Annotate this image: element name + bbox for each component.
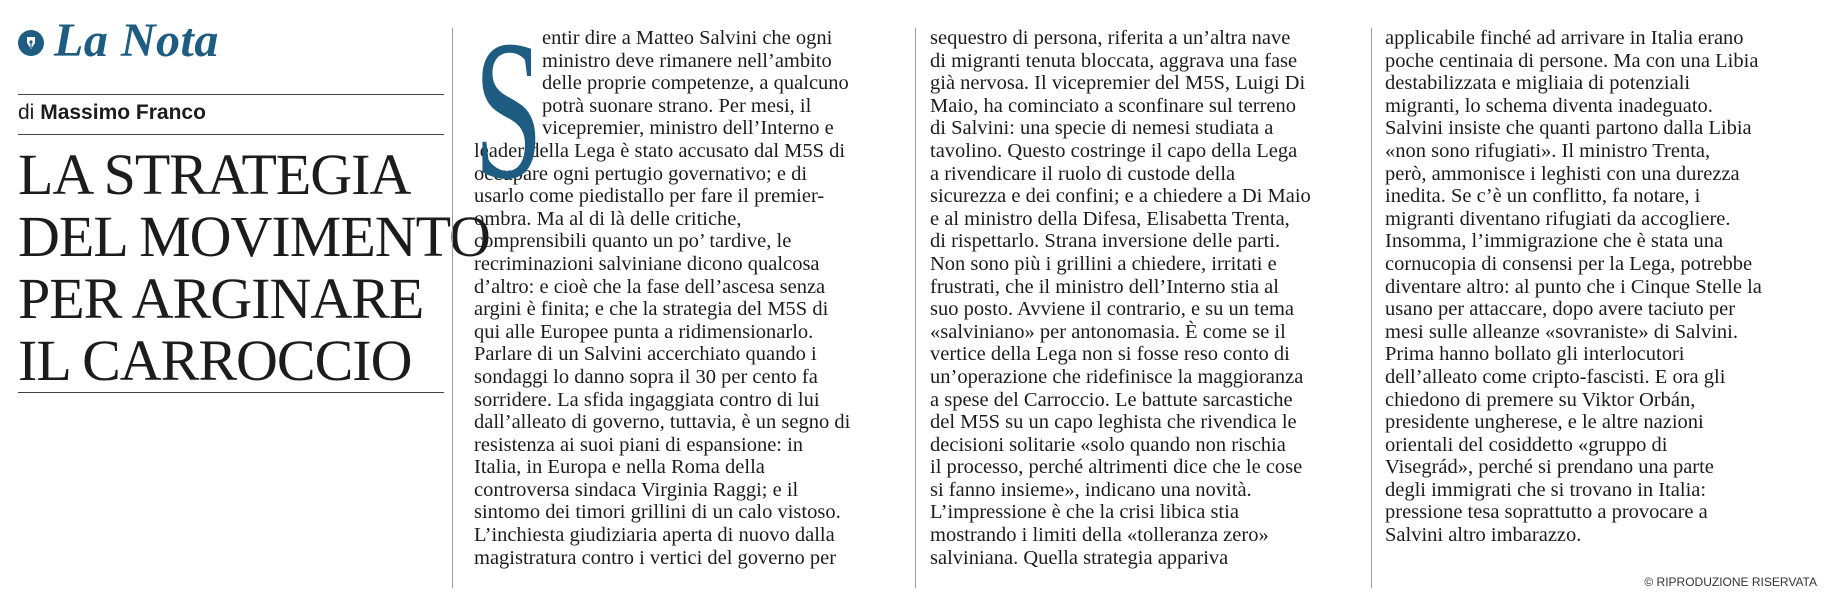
- article-line: tavolino. Questo costringe il capo della Lega: [930, 139, 1298, 162]
- article-line: usano per attaccare, dopo avere taciuto per: [1385, 298, 1736, 321]
- article-line: recriminazioni salviniane dicono qualcosa: [474, 252, 820, 275]
- article-line: chiedono di premere su Viktor Orbán,: [1385, 388, 1696, 411]
- article-line: pressione tesa soprattutto a provocare a: [1385, 501, 1708, 524]
- article-line: a rivendicare il ruolo di custode della: [930, 162, 1236, 185]
- headline-line: IL CARROCCIO: [18, 328, 412, 393]
- article-line: Prima hanno bollato gli interlocutori: [1385, 343, 1685, 366]
- article-line: sorridere. La sfida ingaggiata contro di lui: [474, 388, 820, 411]
- article-line: migranti, lo schema diventa inadeguato.: [1385, 94, 1713, 117]
- article-line: Salvini insiste che quanti partono dalla Libia: [1385, 117, 1752, 140]
- headline-line: LA STRATEGIA: [18, 142, 411, 207]
- article-line: «non sono rifugiati». Il ministro Trenta,: [1385, 139, 1711, 162]
- rubric: [18, 16, 444, 66]
- byline-prefix: di: [18, 101, 35, 124]
- divider: [18, 134, 444, 135]
- article-line: migranti diventano rifugiati da accogliere.: [1385, 207, 1731, 230]
- article-line: inedita. Se c’è un conflitto, fa notare, i: [1385, 185, 1701, 208]
- article-line: Maio, ha cominciato a sconfinare sul terreno: [930, 94, 1297, 117]
- article-line: L’impressione è che la crisi libica stia: [930, 501, 1239, 524]
- column-lines: [930, 27, 1360, 569]
- article-line: Insomma, l’immigrazione che è stata una: [1385, 230, 1724, 253]
- article-line: già nervosa. Il vicepremier del M5S, Luigi Di: [930, 72, 1306, 95]
- article-line: ministro deve rimanere nell’ambito: [542, 49, 832, 72]
- article-line: però, ammonisce i leghisti con una durezza: [1385, 162, 1740, 185]
- article-line: potrà suonare strano. Per mesi, il: [542, 94, 812, 117]
- article-line: frustrati, che il ministro dell’Interno stia al: [930, 275, 1279, 298]
- article-line: il processo, perché altrimenti dice che le cose: [930, 456, 1303, 479]
- headline: [18, 142, 490, 393]
- drop-cap-letter: S: [474, 0, 543, 221]
- article-line: salviniana. Quella strategia appariva: [930, 546, 1229, 569]
- article-line: entir dire a Matteo Salvini che ogni: [542, 27, 833, 49]
- article-line: Non sono più i grillini a chiedere, irritati e: [930, 252, 1277, 275]
- article-line: usarlo come piedistallo per fare il premier-: [474, 185, 825, 208]
- article-line: sintomo dei timori grillini di un calo vistoso.: [474, 501, 841, 524]
- article-line: si fanno insieme», indicano una novità.: [930, 478, 1252, 501]
- article-line: di migranti tenuta bloccata, aggrava una fase: [930, 49, 1298, 72]
- article-line: delle proprie competenze, a qualcuno: [542, 72, 849, 95]
- article-column-2: [930, 27, 1360, 569]
- article-line: cornucopia di consensi per la Lega, potrebbe: [1385, 252, 1753, 275]
- copyright-notice: © RIPRODUZIONE RISERVATA: [1644, 575, 1817, 589]
- article-line: vicepremier, ministro dell’Interno e: [542, 117, 834, 140]
- byline-author: Massimo Franco: [40, 101, 206, 124]
- article-line: Visegrád», perché si prendano una parte: [1385, 456, 1714, 479]
- byline: [18, 100, 206, 126]
- article-line: dall’alleato di governo, tuttavia, è un segno di: [474, 411, 851, 434]
- article-line: poche centinaia di persone. Ma con una Libia: [1385, 49, 1759, 72]
- article-line: «salviniano» per antonomasia. È come se il: [930, 320, 1286, 343]
- headline-line: DEL MOVIMENTO: [18, 204, 490, 269]
- column-rule: [452, 28, 453, 588]
- article-line: di rispettarlo. Strana inversione delle parti.: [930, 230, 1281, 253]
- article-line: Italia, in Europa e nella Roma della: [474, 456, 765, 479]
- rubric-title: La Nota: [54, 14, 219, 67]
- article-line: controversa sindaca Virginia Raggi; e il: [474, 478, 799, 501]
- article-line: qui alle Europee punta a ridimensionarlo.: [474, 320, 814, 343]
- article-line: leader della Lega è stato accusato dal M5S di: [474, 139, 846, 162]
- column-rule: [915, 28, 916, 588]
- article-line: decisioni solitarie «solo quando non rischia: [930, 433, 1286, 456]
- article-line: d’altro: e cioè che la fase dell’ascesa senza: [474, 275, 826, 298]
- article-line: sequestro di persona, riferita a un’altra nave: [930, 27, 1291, 49]
- article-line: Parlare di un Salvini accerchiato quando i: [474, 343, 817, 366]
- article-line: L’inchiesta giudiziaria aperta di nuovo dalla: [474, 524, 835, 547]
- article-line: vertice della Lega non si fosse reso conto di: [930, 343, 1290, 366]
- column-rule: [1371, 28, 1372, 588]
- article-line: dell’alleato come cripto-fascisti. E ora gli: [1385, 365, 1726, 388]
- article-line: presidente ungherese, e le altre nazioni: [1385, 411, 1704, 434]
- article-line: e al ministro della Difesa, Elisabetta Trenta,: [930, 207, 1290, 230]
- article-line: sondaggi lo danno sopra il 30 per cento fa: [474, 365, 818, 388]
- article-line: del M5S su un capo leghista che rivendica le: [930, 411, 1297, 434]
- article-line: magistratura contro i vertici del governo per: [474, 546, 837, 569]
- article-line: suo posto. Avviene il contrario, e su un tema: [930, 298, 1294, 321]
- article-line: mesi sulle alleanze «sovraniste» di Salvini.: [1385, 320, 1738, 343]
- headline-line: PER ARGINARE: [18, 266, 424, 331]
- article-line: diventare altro: al punto che i Cinque Stelle la: [1385, 275, 1762, 298]
- drop-cap: [474, 0, 543, 221]
- article-line: resistenza ai suoi piani di espansione: in: [474, 433, 804, 456]
- article-line: applicabile finché ad arrivare in Italia erano: [1385, 27, 1744, 49]
- article-line: destabilizzata e migliaia di potenziali: [1385, 72, 1691, 95]
- article-line: un’operazione che ridefinisce la maggioranza: [930, 365, 1304, 388]
- left-rail: [18, 14, 490, 393]
- article-line: ombra. Ma al di là delle critiche,: [474, 207, 742, 230]
- pen-nib-icon: [18, 30, 44, 56]
- column-lines: [1385, 27, 1815, 547]
- divider: [18, 94, 444, 95]
- article-column-1: [474, 0, 904, 569]
- article-line: comprensibili quanto un po’ tardive, le: [474, 230, 792, 253]
- article-line: a spese del Carroccio. Le battute sarcastiche: [930, 388, 1293, 411]
- article-line: occupare ogni pertugio governativo; e di: [474, 162, 808, 185]
- article-line: degli immigrati che si trovano in Italia:: [1385, 478, 1707, 501]
- divider: [18, 392, 444, 393]
- article-line: orientali del cosiddetto «gruppo di: [1385, 433, 1668, 456]
- article-line: argini è finita; e che la strategia del M5S di: [474, 298, 829, 321]
- article-line: mostrando i limiti della «tolleranza zero»: [930, 524, 1269, 547]
- article-line: di Salvini: una specie di nemesi studiata a: [930, 117, 1274, 140]
- article-line: Salvini altro imbarazzo.: [1385, 524, 1582, 547]
- article-line: sicurezza e dei confini; e a chiedere a Di Maio: [930, 185, 1311, 208]
- article-column-3: [1385, 27, 1815, 547]
